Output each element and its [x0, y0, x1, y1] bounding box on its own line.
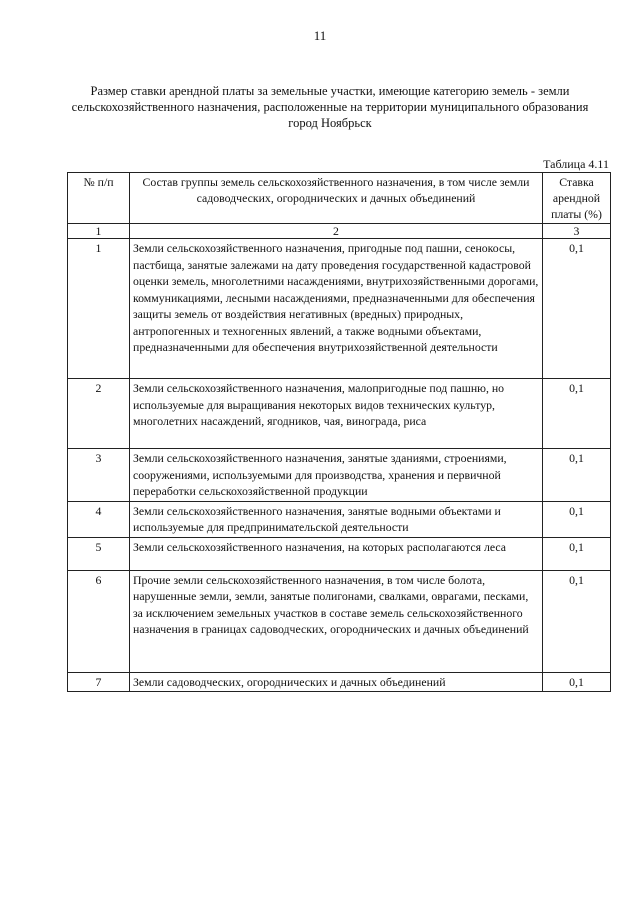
table-header-row: [68, 173, 611, 224]
row-rate: 0,1: [543, 379, 611, 449]
row-description: Земли сельскохозяйственного назначения, занятые водными объектами и используемые для предпринимательской деятельности: [130, 501, 543, 537]
row-rate: 0,1: [543, 501, 611, 537]
row-number: 6: [68, 570, 130, 672]
table-caption: Таблица 4.11: [543, 157, 609, 171]
column-number: 1: [68, 224, 130, 239]
row-description: Прочие земли сельскохозяйственного назначения, в том числе болота, нарушенные земли, земли, занятые полигонами, свалками, оврагами, песками, за исключением земельных участков в составе земель сельскохозяйственного назначения в границах садоводческих, огороднических и дачных объединений: [130, 570, 543, 672]
column-number: 3: [543, 224, 611, 239]
table-row: [68, 672, 611, 692]
row-description: Земли сельскохозяйственного назначения, пригодные под пашни, сенокосы, пастбища, занятые залежами на дату проведения государственной кадастровой оценки земель, многолетними насаждениями, внутрихозяйственными дорогами, коммуникациями, лесными насаждениями, предназначенными для обеспечения защиты земель от воздействия негативных (вредных) природных, антропогенных и техногенных явлений, а также водными объектами, предназначенными для обеспечения внутрихозяйственной деятельности: [130, 239, 543, 379]
table-row: [68, 570, 611, 672]
table-row: [68, 239, 611, 379]
column-number-row: [68, 224, 611, 239]
row-number: 1: [68, 239, 130, 379]
row-rate: 0,1: [543, 672, 611, 692]
table-row: [68, 537, 611, 570]
row-number: 3: [68, 449, 130, 502]
header-rate: Ставка арендной платы (%): [543, 173, 611, 224]
row-description: Земли сельскохозяйственного назначения, малопригодные под пашню, но используемые для выращивания некоторых видов технических культур, многолетних насаждений, ягодников, чая, винограда, риса: [130, 379, 543, 449]
table-row: [68, 449, 611, 502]
row-number: 5: [68, 537, 130, 570]
header-description: Состав группы земель сельскохозяйственного назначения, в том числе земли садоводческих, огороднических и дачных объединений: [130, 173, 543, 224]
row-rate: 0,1: [543, 537, 611, 570]
page-number: 11: [313, 28, 327, 43]
table-row: [68, 501, 611, 537]
row-rate: 0,1: [543, 449, 611, 502]
row-number: 2: [68, 379, 130, 449]
row-number: 4: [68, 501, 130, 537]
column-number: 2: [130, 224, 543, 239]
row-description: Земли сельскохозяйственного назначения, на которых располагаются леса: [130, 537, 543, 570]
rates-table: [67, 172, 611, 692]
header-number: № п/п: [68, 173, 130, 224]
row-rate: 0,1: [543, 570, 611, 672]
document-title: Размер ставки арендной платы за земельные участки, имеющие категорию земель - земли сельскохозяйственного назначения, расположенные на территории муниципального образования город Ноябрьск: [71, 84, 589, 130]
row-rate: 0,1: [543, 239, 611, 379]
row-description: Земли сельскохозяйственного назначения, занятые зданиями, строениями, сооружениями, используемыми для производства, хранения и первичной переработки сельскохозяйственной продукции: [130, 449, 543, 502]
table-row: [68, 379, 611, 449]
row-description: Земли садоводческих, огороднических и дачных объединений: [130, 672, 543, 692]
row-number: 7: [68, 672, 130, 692]
